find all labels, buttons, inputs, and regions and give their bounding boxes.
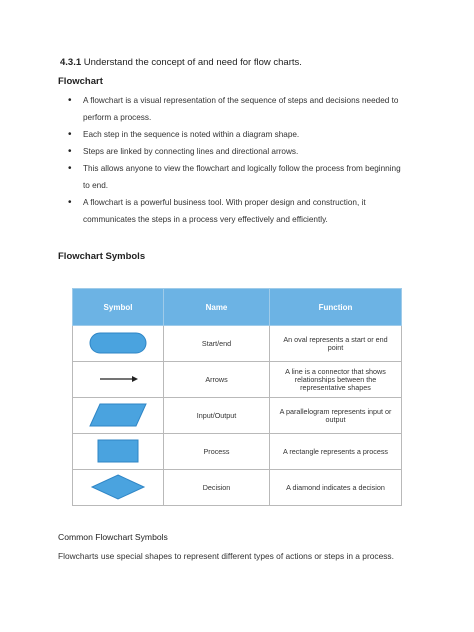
function-cell: A rectangle represents a process: [270, 434, 402, 470]
symbol-cell: [73, 362, 164, 398]
arrow-icon: [88, 372, 148, 386]
bullet-item: • Each step in the sequence is noted within a diagram shape.: [66, 126, 406, 143]
flowchart-bullet-list: [66, 92, 406, 228]
function-cell: A diamond indicates a decision: [270, 470, 402, 506]
symbol-cell: [73, 326, 164, 362]
bullet-item: • Steps are linked by connecting lines and directional arrows.: [66, 143, 406, 160]
name-cell: Decision: [164, 470, 270, 506]
symbol-cell: [73, 434, 164, 470]
table-row: [73, 326, 402, 362]
rectangle-icon: [88, 438, 148, 464]
function-cell: A parallelogram represents input or output: [270, 398, 402, 434]
name-cell: Input/Output: [164, 398, 270, 434]
name-cell: Process: [164, 434, 270, 470]
parallelogram-icon: [88, 402, 148, 428]
symbol-cell: [73, 470, 164, 506]
function-cell: An oval represents a start or end point: [270, 326, 402, 362]
column-header-name: Name: [164, 289, 270, 326]
symbol-cell: [73, 398, 164, 434]
column-header-symbol: Symbol: [73, 289, 164, 326]
table-row: [73, 398, 402, 434]
table-row: [73, 470, 402, 506]
section-heading: [60, 57, 302, 68]
name-cell: Arrows: [164, 362, 270, 398]
bullet-item: • A flowchart is a powerful business tool. With proper design and construction, it communicates the steps in a process very effectively and efficiently.: [66, 194, 406, 228]
column-header-function: Function: [270, 289, 402, 326]
table-row: [73, 362, 402, 398]
bullet-item: • This allows anyone to view the flowchart and logically follow the process from beginning to end.: [66, 160, 406, 194]
name-cell: Start/end: [164, 326, 270, 362]
flowchart-heading: Flowchart: [58, 76, 103, 87]
section-title: Understand the concept of and need for flow charts.: [83, 57, 302, 68]
common-symbols-heading: Common Flowchart Symbols: [58, 532, 168, 542]
flowchart-symbols-table: [72, 288, 402, 506]
symbols-heading: Flowchart Symbols: [58, 251, 146, 262]
bullet-item: • A flowchart is a visual representation of the sequence of steps and decisions needed to perform a process.: [66, 92, 406, 126]
table-row: [73, 434, 402, 470]
common-symbols-text: Flowcharts use special shapes to represent different types of actions or steps in a process.: [58, 551, 394, 561]
diamond-icon: [88, 473, 148, 501]
oval-icon: [88, 331, 148, 355]
function-cell: A line is a connector that shows relationships between the representative shapes: [270, 362, 402, 398]
table-header-row: [73, 289, 402, 326]
section-number: 4.3.1: [60, 57, 82, 68]
